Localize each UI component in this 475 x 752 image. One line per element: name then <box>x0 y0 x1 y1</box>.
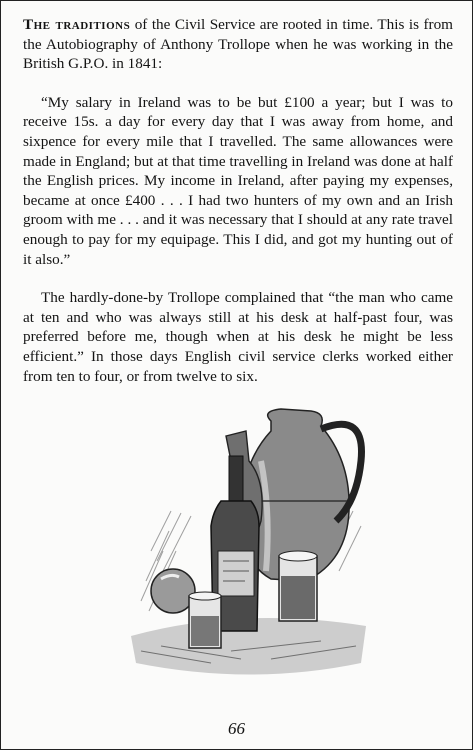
tall-glass <box>279 551 317 621</box>
intro-rest: of the Civil Service are rooted in time. This is from the Autobiography of Anthony Trollope when he was working in the British G.P.O. in 1841: <box>23 16 453 73</box>
small-glass <box>189 592 221 648</box>
body-text <box>23 15 453 405</box>
page-number: 66 <box>228 719 245 738</box>
intro-lead: The traditions <box>23 16 131 33</box>
quote-paragraph: “My salary in Ireland was to be but £100 a year; but I was to receive 15s. a day for every day that I was away from home, and sixpence for every mile that I travelled. The same allowances were made in England; but at that time travelling in Ireland was done at half the English prices. My income in Ireland, after paying my expenses, became at once £400 . . . I had two hunters of my own and an Irish groom with me . . . and it was necessary that I should at any rate travel enough to pay for my equipage. This I did, and got my hunting out of it also.” <box>23 93 453 268</box>
intro-paragraph <box>23 15 453 74</box>
still-life-illustration <box>121 401 371 681</box>
closing-paragraph: The hardly-done-by Trollope complained that “the man who came at ten and who was always still at his desk at half-past four, was preferred before me, though when at his desk he might be less efficient.” In those days English civil service clerks worked either from ten to four, or from twelve to six. <box>23 289 453 385</box>
